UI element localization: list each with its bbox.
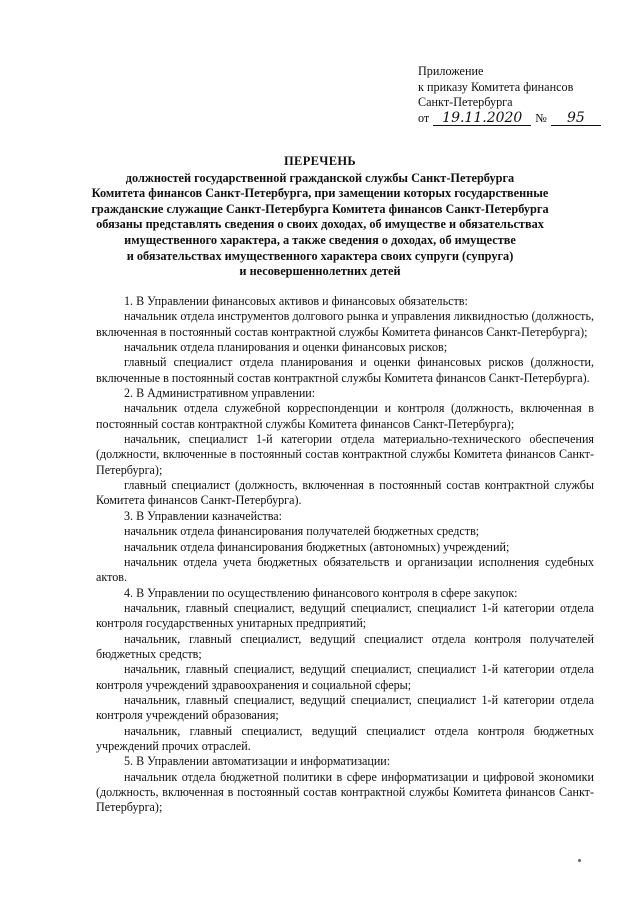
title-line: имущественного характера, а также сведения о доходах, об имуществе	[124, 232, 516, 247]
title-line: и несовершеннолетних детей	[239, 264, 401, 279]
list-item: начальник, главный специалист, ведущий специалист, специалист 1-й категории отдела контроля государственных унитарных предприятий;	[96, 600, 594, 631]
appendix-date-line	[418, 111, 618, 127]
title-line: и обязательствах имущественного характера своих супруги (супруга)	[126, 248, 514, 263]
title-line: обязаны представлять сведения о своих доходах, об имуществе и обязательствах	[96, 217, 544, 232]
from-label: от	[418, 110, 430, 125]
list-item: начальник отдела планирования и оценки финансовых рисков;	[124, 340, 448, 355]
title-line: Комитета финансов Санкт-Петербурга, при замещении которых государственные	[91, 186, 549, 201]
title-block	[90, 154, 550, 280]
list-item: начальник, главный специалист, ведущий специалист отдела контроля бюджетных учреждений прочих отраслей.	[96, 723, 594, 753]
appendix-order-ref: к приказу Комитета финансов	[418, 79, 574, 94]
list-item: начальник, специалист 1-й категории отдела материально-технического обеспечения (должности, включенные в постоянный состав контрактной службы Комитета финансов Санкт-Петербурга);	[96, 432, 594, 477]
section-heading: 1. В Управлении финансовых активов и финансовых обязательств:	[124, 294, 468, 308]
list-item: начальник отдела учета бюджетных обязательств и организации исполнения судебных актов.	[96, 554, 594, 585]
list-item: главный специалист (должность, включенная в постоянный состав контрактной службы Комитета финансов Санкт-Петербурга).	[96, 478, 594, 508]
appendix-title: Приложение	[418, 64, 484, 78]
title-line: гражданские служащие Санкт-Петербурга Комитета финансов Санкт-Петербурга	[91, 201, 549, 216]
list-item: начальник отдела финансирования получателей бюджетных средств;	[124, 524, 480, 539]
document-heading: ПЕРЕЧЕНЬ	[284, 154, 356, 168]
scan-speck	[578, 859, 581, 862]
list-item: начальник, главный специалист, ведущий специалист, специалист 1-й категории отдела контроля учреждений здравоохранения и социальной сферы;	[96, 662, 594, 692]
list-item: начальник отдела финансирования бюджетных (автономных) учреждений;	[124, 539, 510, 554]
section-heading: 2. В Административном управлении:	[124, 386, 316, 401]
list-item: начальник отдела служебной корреспонденции и контроля (должность, включенная в постоянный состав контрактной службы Комитета финансов Санкт-Петербурга);	[96, 401, 594, 431]
handwritten-number: 95	[551, 112, 601, 126]
list-item: начальник, главный специалист, ведущий специалист, специалист 1-й категории отдела контроля учреждений образования;	[96, 692, 594, 723]
section-heading: 4. В Управлении по осуществлению финансового контроля в сфере закупок:	[124, 585, 518, 600]
title-line: должностей государственной гражданской службы Санкт-Петербурга	[125, 170, 515, 185]
document-body	[96, 294, 594, 816]
appendix-city: Санкт-Петербурга	[418, 95, 513, 109]
list-item: начальник отдела бюджетной политики в сфере информатизации и цифровой экономики (должность, включенная в постоянный состав контрактной службы Комитета финансов Санкт-Петербурга);	[96, 769, 594, 815]
section-heading: 5. В Управлении автоматизации и информатизации:	[124, 754, 391, 769]
number-label: №	[535, 110, 547, 125]
appendix-block	[418, 64, 618, 126]
list-item: начальник отдела инструментов долгового рынка и управления ликвидностью (должность, включенная в постоянный состав контрактной службы Комитета финансов Санкт-Петербурга);	[96, 309, 594, 339]
handwritten-date: 19.11.2020	[433, 112, 531, 126]
section-heading: 3. В Управлении казначейства:	[124, 508, 283, 523]
list-item: начальник, главный специалист, ведущий специалист отдела контроля получателей бюджетных средств;	[96, 631, 594, 661]
list-item: главный специалист отдела планирования и оценки финансовых рисков (должности, включенные в постоянный состав контрактной службы Комитета финансов Санкт-Петербурга).	[96, 355, 594, 385]
